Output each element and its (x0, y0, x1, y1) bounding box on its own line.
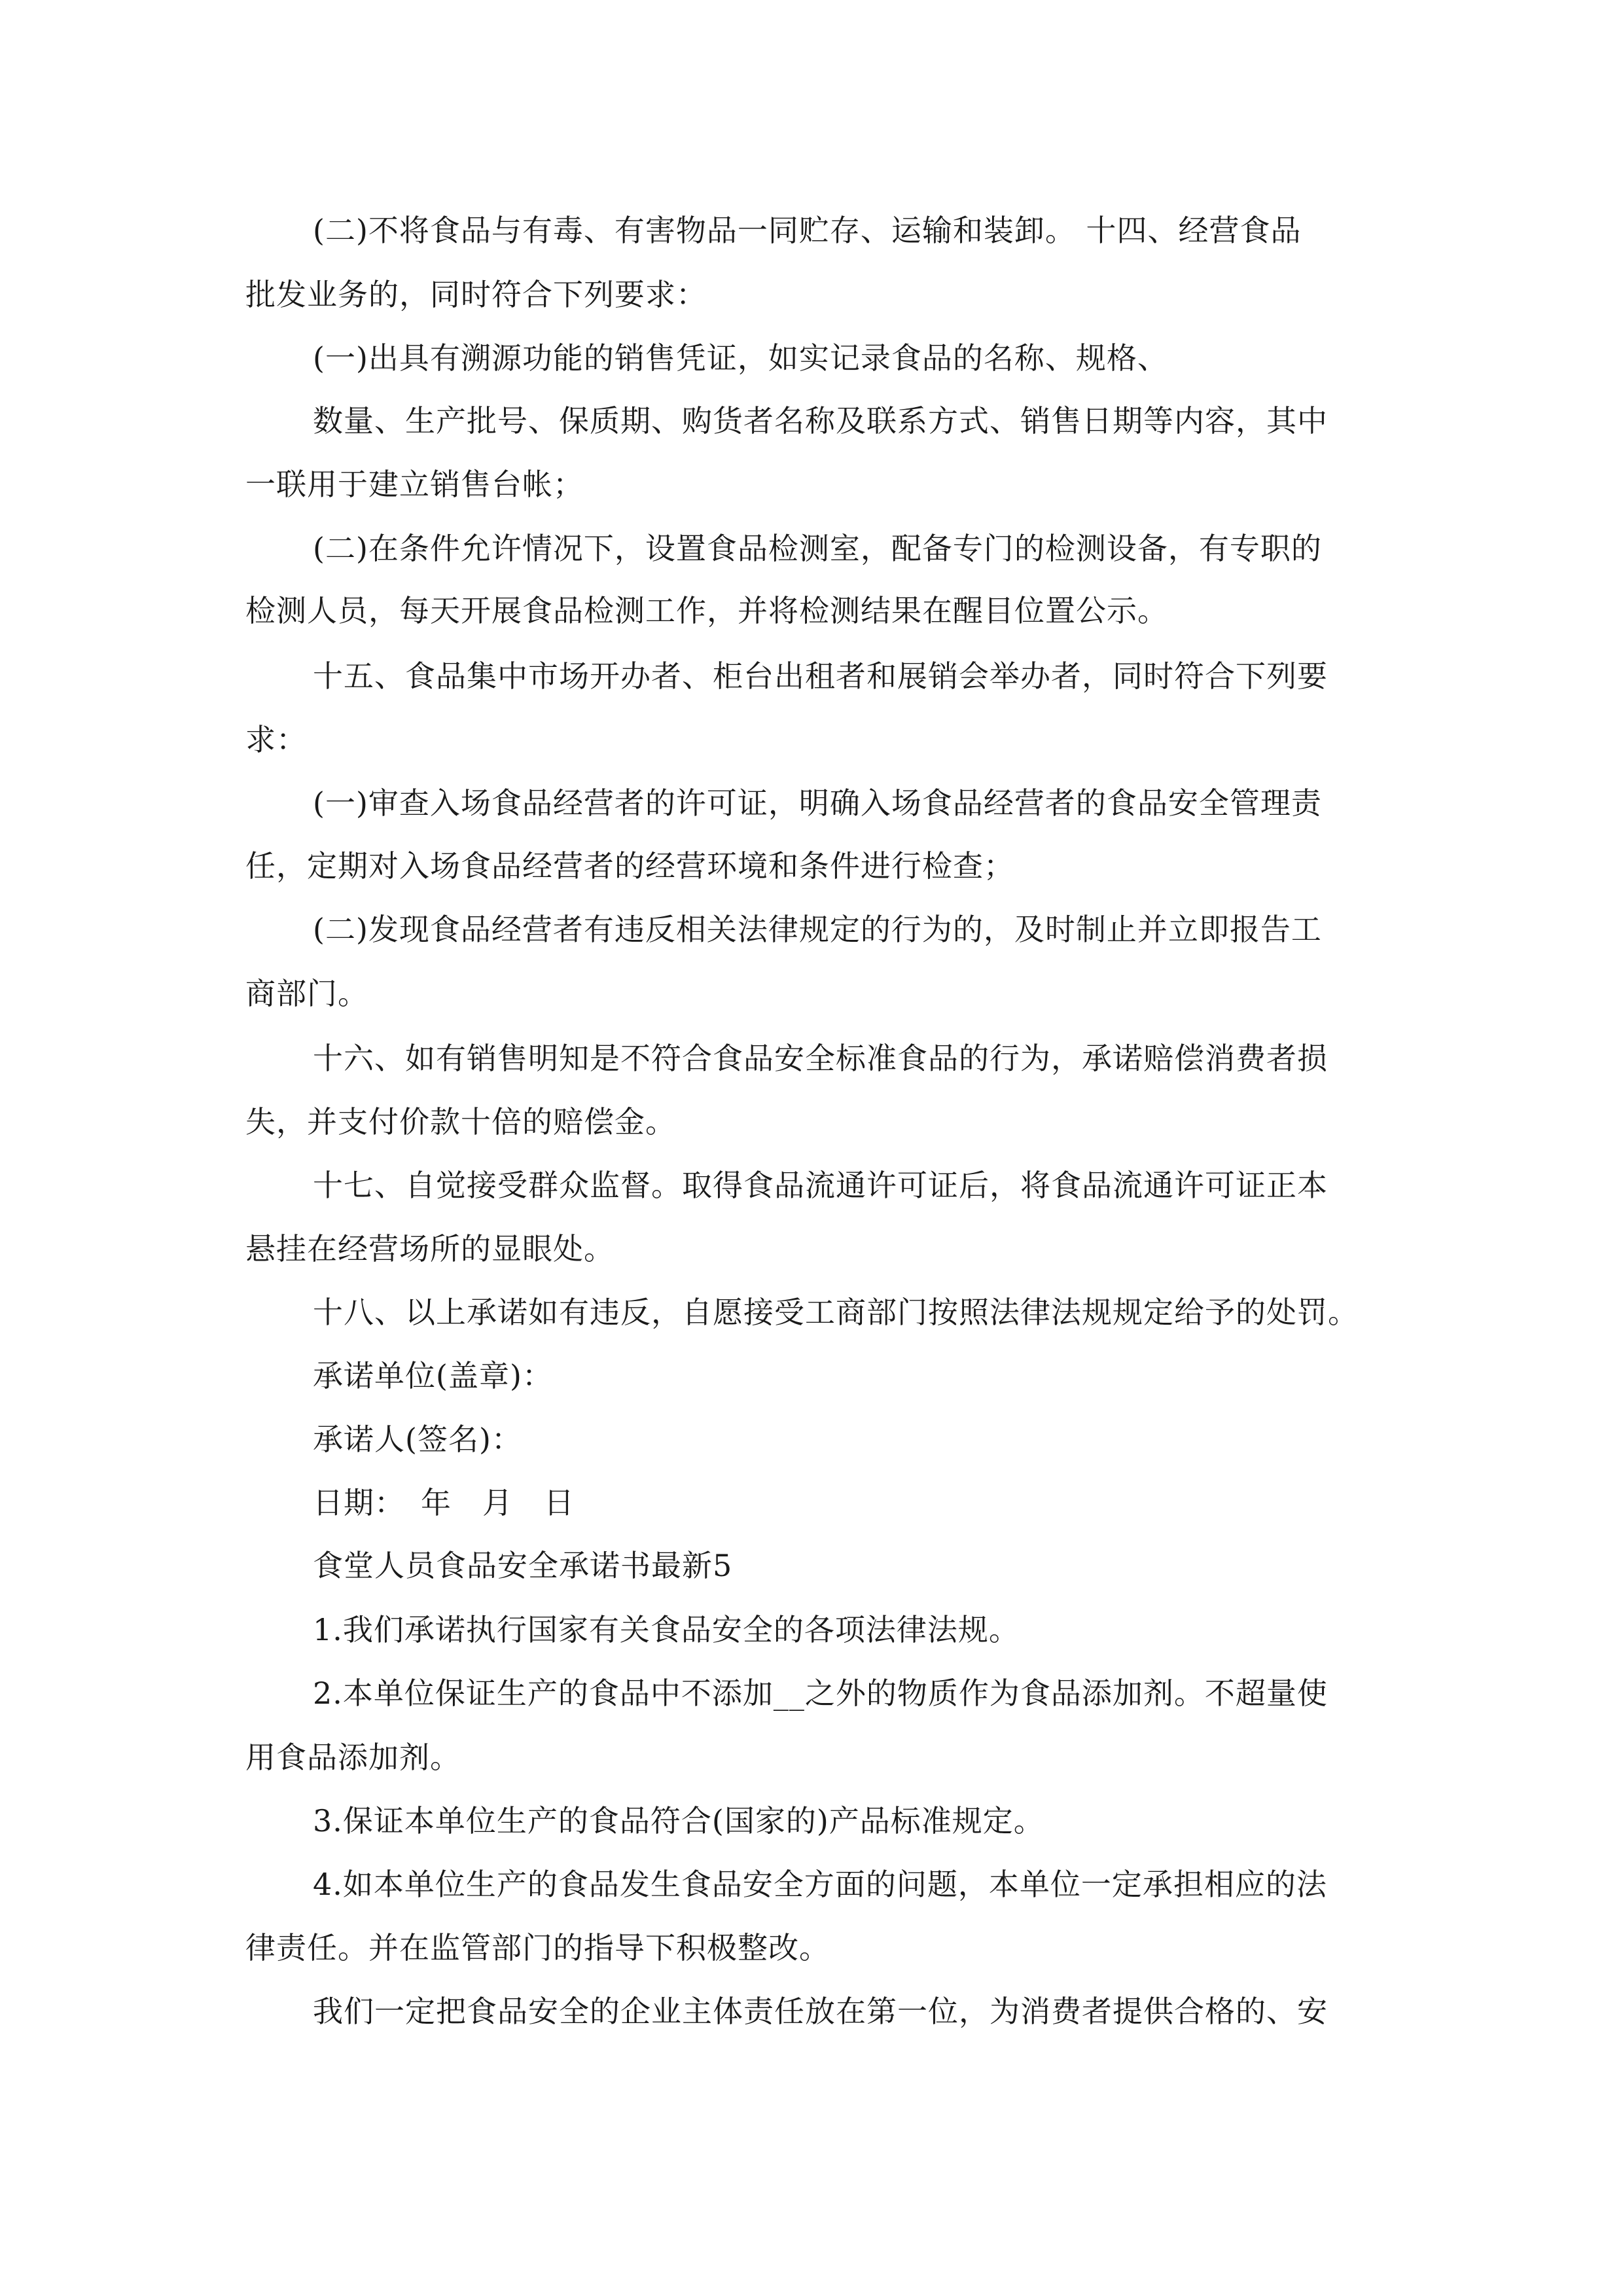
text-line: 任，定期对入场食品经营者的经营环境和条件进行检查； (245, 848, 1014, 884)
text-line: 用食品添加剂。 (245, 1740, 461, 1775)
text-line: 我们一定把食品安全的企业主体责任放在第一位，为消费者提供合格的、安 (313, 1994, 1328, 2029)
text-line: (一)审查入场食品经营者的许可证，明确入场食品经营者的食品安全管理责 (313, 785, 1322, 821)
text-line: 承诺人(签名)： (313, 1422, 522, 1457)
text-line: 4.如本单位生产的食品发生食品安全方面的问题，本单位一定承担相应的法 (313, 1867, 1327, 1902)
text-line: 数量、生产批号、保质期、购货者名称及联系方式、销售日期等内容，其中 (313, 403, 1328, 439)
text-line: 2.本单位保证生产的食品中不添加__之外的物质作为食品添加剂。不超量使 (313, 1676, 1328, 1711)
text-line: 失，并支付价款十倍的赔偿金。 (245, 1104, 676, 1139)
text-line: 一联用于建立销售台帐； (245, 467, 584, 502)
text-line: 十五、食品集中市场开办者、柜台出租者和展销会举办者，同时符合下列要 (313, 658, 1328, 694)
text-line: (二)发现食品经营者有违反相关法律规定的行为的，及时制止并立即报告工 (313, 912, 1322, 947)
text-line: (一)出具有溯源功能的销售凭证，如实记录食品的名称、规格、 (313, 340, 1168, 376)
text-line: 食堂人员食品安全承诺书最新5 (313, 1548, 733, 1583)
text-line: 十七、自觉接受群众监督。取得食品流通许可证后，将食品流通许可证正本 (313, 1168, 1328, 1203)
text-line: 商部门。 (245, 976, 368, 1011)
text-line: 求： (245, 722, 307, 757)
text-line: 悬挂在经营场所的显眼处。 (245, 1231, 615, 1266)
text-line: 3.保证本单位生产的食品符合(国家的)产品标准规定。 (313, 1803, 1044, 1839)
text-line: 律责任。并在监管部门的指导下积极整改。 (245, 1930, 830, 1965)
text-line: 十六、如有销售明知是不符合食品安全标准食品的行为，承诺赔偿消费者损 (313, 1041, 1328, 1076)
text-line: (二)不将食品与有毒、有害物品一同贮存、运输和装卸。 十四、经营食品 (313, 213, 1302, 248)
text-line: 1.我们承诺执行国家有关食品安全的各项法律法规。 (313, 1612, 1020, 1647)
text-line: 十八、以上承诺如有违反，自愿接受工商部门按照法律法规规定给予的处罚。 (313, 1295, 1359, 1330)
text-line: 批发业务的，同时符合下列要求： (245, 277, 707, 312)
text-line: 承诺单位(盖章)： (313, 1358, 553, 1393)
text-line: 日期： 年 月 日 (313, 1485, 575, 1520)
text-line: (二)在条件允许情况下，设置食品检测室，配备专门的检测设备，有专职的 (313, 531, 1322, 566)
text-line: 检测人员，每天开展食品检测工作，并将检测结果在醒目位置公示。 (245, 593, 1168, 628)
